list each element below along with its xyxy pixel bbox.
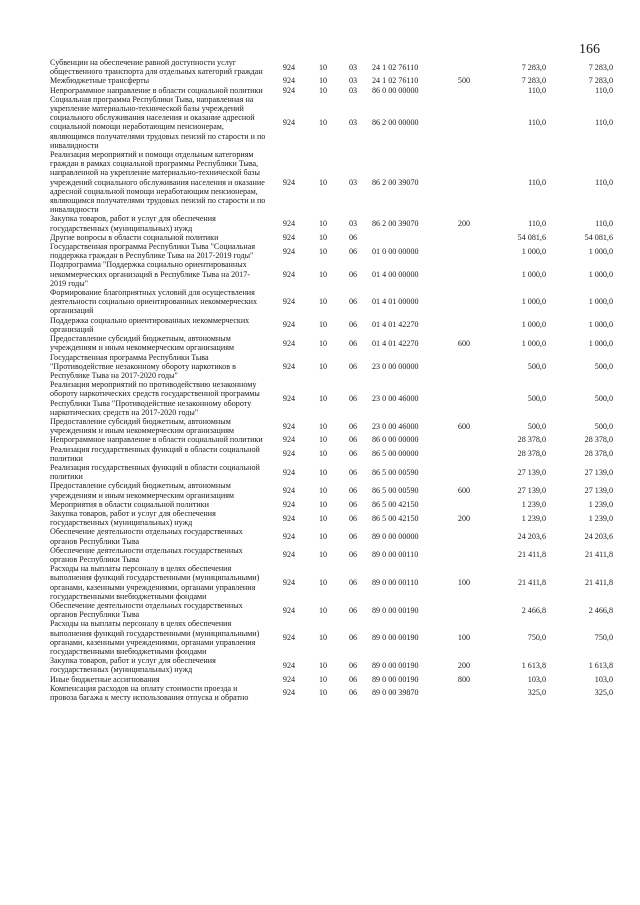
expense-type-code: 600 <box>457 485 471 495</box>
grbs-code: 924 <box>282 499 296 509</box>
grbs-code: 924 <box>282 467 296 477</box>
subsection-code: 06 <box>348 605 358 615</box>
amount-year-1: 1 613,8 <box>521 660 546 670</box>
section-code: 10 <box>318 660 328 670</box>
table-row <box>50 76 613 85</box>
target-article-code: 01 0 00 00000 <box>372 246 419 256</box>
target-article-code: 01 4 01 42270 <box>372 320 419 330</box>
item-name: Субвенции на обеспечение равной доступности услуг общественного транспорта для отдельных категорий граждан <box>50 58 263 77</box>
target-article-code: 89 0 00 00190 <box>372 633 419 643</box>
grbs-code: 924 <box>282 435 296 445</box>
subsection-code: 06 <box>348 674 358 684</box>
expense-type-code <box>448 445 480 463</box>
table-row <box>50 417 613 435</box>
grbs-code: 924 <box>282 320 296 330</box>
item-name: Реализация государственных функций в области социальной политики <box>50 444 260 463</box>
grbs-code: 924 <box>282 449 296 459</box>
amount-year-2: 110,0 <box>595 177 613 187</box>
amount-year-2: 110,0 <box>595 117 613 127</box>
amount-year-1: 110,0 <box>528 117 546 127</box>
grbs-code: 924 <box>282 338 296 348</box>
item-name: Обеспечение деятельности отдельных государственных органов Республики Тыва <box>50 545 243 564</box>
target-article-code: 86 2 00 39070 <box>372 219 419 229</box>
subsection-code: 06 <box>348 435 358 445</box>
grbs-code: 924 <box>282 674 296 684</box>
table-row <box>50 353 613 381</box>
expense-type-code: 500 <box>457 76 471 86</box>
amount-year-2: 27 139,0 <box>584 485 613 495</box>
target-article-code: 86 5 00 42150 <box>372 513 419 523</box>
table-row <box>50 242 613 260</box>
subsection-code: 03 <box>348 177 358 187</box>
table-row <box>50 527 613 545</box>
subsection-code: 06 <box>348 421 358 431</box>
target-article-code: 86 5 00 00590 <box>372 467 419 477</box>
section-code: 10 <box>318 577 328 587</box>
section-code: 10 <box>318 435 328 445</box>
section-code: 10 <box>318 297 328 307</box>
amount-year-1: 1 239,0 <box>521 499 546 509</box>
grbs-code: 924 <box>282 361 296 371</box>
amount-year-2: 7 283,0 <box>588 62 613 72</box>
subsection-code: 06 <box>348 688 358 698</box>
table-row <box>50 481 613 499</box>
amount-year-2: 28 378,0 <box>584 435 613 445</box>
expense-type-code: 800 <box>457 674 471 684</box>
budget-table <box>50 58 613 702</box>
amount-year-1: 7 283,0 <box>521 62 546 72</box>
amount-year-2: 750,0 <box>594 633 613 643</box>
expense-type-code: 200 <box>457 513 471 523</box>
grbs-code: 924 <box>282 513 296 523</box>
item-name: Обеспечение деятельности отдельных государственных органов Республики Тыва <box>50 527 243 546</box>
amount-year-2: 1 613,8 <box>588 660 613 670</box>
amount-year-2: 1 000,0 <box>588 246 613 256</box>
expense-type-code <box>448 684 480 702</box>
amount-year-1: 500,0 <box>527 361 546 371</box>
expense-type-code <box>448 380 480 417</box>
expense-type-code <box>448 86 480 95</box>
section-code: 10 <box>318 361 328 371</box>
subsection-code: 06 <box>348 485 358 495</box>
subsection-code: 06 <box>348 393 358 403</box>
expense-type-code: 100 <box>457 577 471 587</box>
item-name: Реализация мероприятий и помощи отдельным категориям граждан в рамках социальной программы Республики Тыва, направленной на укрепление материально-технической базы учреждений социального обслуживания населения и оказание адресной социальной помощи неработающим пенсионерам, являющимся получателями трудовых пенсий по старости и по инвалидности <box>50 150 266 215</box>
expense-type-code <box>448 233 480 242</box>
amount-year-1: 325,0 <box>527 688 546 698</box>
section-code: 10 <box>318 232 328 242</box>
expense-type-code: 600 <box>457 338 471 348</box>
amount-year-1: 1 000,0 <box>521 269 546 279</box>
expense-type-code <box>448 316 480 334</box>
grbs-code: 924 <box>282 421 296 431</box>
section-code: 10 <box>318 421 328 431</box>
grbs-code: 924 <box>282 485 296 495</box>
item-name: Непрограммное направление в области социальной политики <box>50 85 263 95</box>
target-article-code: 86 2 00 00000 <box>372 117 419 127</box>
subsection-code: 03 <box>348 85 358 95</box>
expense-type-code <box>448 601 480 619</box>
amount-year-1: 28 378,0 <box>517 449 546 459</box>
target-article-code: 01 4 01 00000 <box>372 297 419 307</box>
section-code: 10 <box>318 269 328 279</box>
target-article-code: 89 0 00 00190 <box>372 660 419 670</box>
amount-year-2: 500,0 <box>594 361 613 371</box>
subsection-code: 06 <box>348 449 358 459</box>
amount-year-1: 110,0 <box>528 177 546 187</box>
subsection-code: 06 <box>348 499 358 509</box>
target-article-code: 86 2 00 39070 <box>372 177 419 187</box>
target-article-code: 24 1 02 76110 <box>372 76 419 86</box>
subsection-code: 06 <box>348 577 358 587</box>
amount-year-2: 2 466,8 <box>588 605 613 615</box>
target-article-code: 01 4 00 00000 <box>372 269 419 279</box>
subsection-code: 06 <box>348 246 358 256</box>
amount-year-2: 7 283,0 <box>588 76 613 86</box>
subsection-code: 06 <box>348 297 358 307</box>
amount-year-1: 1 000,0 <box>521 297 546 307</box>
table-row <box>50 58 613 76</box>
subsection-code: 03 <box>348 117 358 127</box>
grbs-code: 924 <box>282 577 296 587</box>
section-code: 10 <box>318 499 328 509</box>
amount-year-2: 325,0 <box>594 688 613 698</box>
item-name: Расходы на выплаты персоналу в целях обеспечения выполнения функций государственными (муниципальными) органами, казенными учреждениями, органами управления государственными внебюджетными фондами <box>50 619 260 656</box>
amount-year-1: 28 378,0 <box>517 435 546 445</box>
item-name: Закупка товаров, работ и услуг для обеспечения государственных (муниципальных) нужд <box>50 656 216 675</box>
target-article-code: 86 5 00 42150 <box>372 499 419 509</box>
item-name: Межбюджетные трансферты <box>50 76 150 86</box>
section-code: 10 <box>318 513 328 523</box>
subsection-code: 03 <box>348 62 358 72</box>
target-article-code: 89 0 00 00110 <box>372 550 419 560</box>
expense-type-code <box>448 58 480 76</box>
table-row <box>50 564 613 601</box>
expense-type-code <box>448 527 480 545</box>
amount-year-1: 750,0 <box>527 633 546 643</box>
amount-year-1: 1 239,0 <box>521 513 546 523</box>
table-row <box>50 656 613 674</box>
amount-year-1: 500,0 <box>527 393 546 403</box>
grbs-code: 924 <box>282 605 296 615</box>
section-code: 10 <box>318 467 328 477</box>
item-name: Предоставление субсидий бюджетным, автономным учреждениям и иным некоммерческим организациям <box>50 416 235 436</box>
grbs-code: 924 <box>282 219 296 229</box>
amount-year-2: 28 378,0 <box>584 449 613 459</box>
target-article-code: 01 4 01 42270 <box>372 338 419 348</box>
expense-type-code <box>448 353 480 381</box>
expense-type-code: 200 <box>457 660 471 670</box>
table-row <box>50 260 613 288</box>
subsection-code: 06 <box>348 232 358 242</box>
item-name: Мероприятия в области социальной политики <box>50 499 209 509</box>
amount-year-2: 1 000,0 <box>588 338 613 348</box>
amount-year-2: 1 239,0 <box>588 499 613 509</box>
expense-type-code <box>448 95 480 150</box>
item-name: Иные бюджетные ассигнования <box>50 674 160 684</box>
amount-year-1: 500,0 <box>527 421 546 431</box>
section-code: 10 <box>318 76 328 86</box>
target-article-code: 89 0 00 39870 <box>372 688 419 698</box>
section-code: 10 <box>318 177 328 187</box>
amount-year-1: 7 283,0 <box>521 76 546 86</box>
table-row <box>50 150 613 214</box>
table-row <box>50 546 613 564</box>
expense-type-code <box>448 435 480 444</box>
subsection-code: 06 <box>348 361 358 371</box>
section-code: 10 <box>318 449 328 459</box>
amount-year-2: 54 081,6 <box>584 232 613 242</box>
subsection-code: 06 <box>348 550 358 560</box>
item-name: Государственная программа Республики Тыва "Противодействие незаконному обороту наркотиков в Республике Тыва на 2017-2020 годы" <box>50 352 236 380</box>
target-article-code: 89 0 00 00110 <box>372 577 419 587</box>
table-row <box>50 619 613 656</box>
amount-year-1: 103,0 <box>527 674 546 684</box>
table-row <box>50 334 613 352</box>
expense-type-code: 600 <box>457 421 471 431</box>
target-article-code: 89 0 00 00190 <box>372 605 419 615</box>
subsection-code: 06 <box>348 467 358 477</box>
expense-type-code: 200 <box>457 219 471 229</box>
target-article-code: 86 0 00 00000 <box>372 85 419 95</box>
subsection-code: 03 <box>348 76 358 86</box>
section-code: 10 <box>318 605 328 615</box>
target-article-code: 24 1 02 76110 <box>372 62 419 72</box>
subsection-code: 06 <box>348 269 358 279</box>
table-row <box>50 316 613 334</box>
grbs-code: 924 <box>282 85 296 95</box>
table-row <box>50 233 613 242</box>
amount-year-1: 1 000,0 <box>521 320 546 330</box>
page-number: 166 <box>579 42 600 57</box>
amount-year-2: 1 000,0 <box>588 269 613 279</box>
amount-year-1: 21 411,8 <box>517 577 546 587</box>
amount-year-2: 103,0 <box>594 674 613 684</box>
section-code: 10 <box>318 550 328 560</box>
section-code: 10 <box>318 674 328 684</box>
table-row <box>50 601 613 619</box>
grbs-code: 924 <box>282 76 296 86</box>
amount-year-1: 54 081,6 <box>517 232 546 242</box>
grbs-code: 924 <box>282 177 296 187</box>
amount-year-1: 110,0 <box>528 85 546 95</box>
target-article-code: 89 0 00 00190 <box>372 674 419 684</box>
grbs-code: 924 <box>282 550 296 560</box>
expense-type-code <box>448 463 480 481</box>
amount-year-2: 500,0 <box>594 393 613 403</box>
amount-year-1: 110,0 <box>528 219 546 229</box>
grbs-code: 924 <box>282 269 296 279</box>
section-code: 10 <box>318 62 328 72</box>
section-code: 10 <box>318 219 328 229</box>
subsection-code: 06 <box>348 531 358 541</box>
expense-type-code <box>448 500 480 509</box>
grbs-code: 924 <box>282 297 296 307</box>
table-row <box>50 380 613 417</box>
item-name: Непрограммное направление в области социальной политики <box>50 435 263 445</box>
table-row <box>50 288 613 316</box>
expense-type-code <box>448 150 480 214</box>
section-code: 10 <box>318 320 328 330</box>
item-name: Реализация мероприятий по противодействию незаконному обороту наркотических средств государственной программы Республики Тыва "Противодействие незаконному обороту наркотических средств на 2017-2020 годы" <box>50 380 260 417</box>
amount-year-2: 1 000,0 <box>588 320 613 330</box>
target-article-code: 23 0 00 46000 <box>372 421 419 431</box>
amount-year-2: 21 411,8 <box>584 550 613 560</box>
budget-table-body <box>50 58 613 702</box>
amount-year-2: 27 139,0 <box>584 467 613 477</box>
table-row <box>50 445 613 463</box>
section-code: 10 <box>318 117 328 127</box>
amount-year-1: 27 139,0 <box>517 467 546 477</box>
amount-year-1: 1 000,0 <box>521 338 546 348</box>
amount-year-2: 110,0 <box>595 85 613 95</box>
subsection-code: 06 <box>348 338 358 348</box>
target-article-code: 86 0 00 00000 <box>372 435 419 445</box>
item-name: Предоставление субсидий бюджетным, автономным учреждениям и иным некоммерческим организациям <box>50 481 235 500</box>
section-code: 10 <box>318 338 328 348</box>
amount-year-1: 1 000,0 <box>521 246 546 256</box>
table-row <box>50 463 613 481</box>
subsection-code: 06 <box>348 660 358 670</box>
table-row <box>50 500 613 509</box>
item-name: Компенсация расходов на оплату стоимости проезда и провоза багажа к месту использования отпуска и обратно <box>50 683 249 703</box>
item-name: Другие вопросы в области социальной политики <box>50 232 219 242</box>
grbs-code: 924 <box>282 232 296 242</box>
target-article-code: 86 5 00 00590 <box>372 485 419 495</box>
item-name: Поддержка социально ориентированных некоммерческих организаций <box>50 315 250 334</box>
table-row <box>50 435 613 444</box>
amount-year-2: 24 203,6 <box>584 531 613 541</box>
grbs-code: 924 <box>282 62 296 72</box>
expense-type-code <box>448 242 480 260</box>
amount-year-1: 24 203,6 <box>517 531 546 541</box>
section-code: 10 <box>318 393 328 403</box>
grbs-code: 924 <box>282 117 296 127</box>
amount-year-2: 21 411,8 <box>584 577 613 587</box>
section-code: 10 <box>318 485 328 495</box>
table-row <box>50 509 613 527</box>
target-article-code: 89 0 00 00000 <box>372 531 419 541</box>
table-row <box>50 214 613 232</box>
subsection-code: 03 <box>348 219 358 229</box>
amount-year-1: 27 139,0 <box>517 485 546 495</box>
item-name: Подпрограмма "Поддержка социально ориентированных некоммерческих организаций в Республике Тыва на 2017-2019 годы" <box>50 260 250 288</box>
expense-type-code <box>448 260 480 288</box>
subsection-code: 06 <box>348 513 358 523</box>
amount-year-2: 1 239,0 <box>588 513 613 523</box>
table-row <box>50 86 613 95</box>
grbs-code: 924 <box>282 246 296 256</box>
table-row <box>50 675 613 684</box>
section-code: 10 <box>318 246 328 256</box>
grbs-code: 924 <box>282 688 296 698</box>
target-article-code: 23 0 00 00000 <box>372 361 419 371</box>
expense-type-code <box>448 546 480 564</box>
amount-year-1: 2 466,8 <box>521 605 546 615</box>
item-name: Закупка товаров, работ и услуг для обеспечения государственных (муниципальных) нужд <box>50 508 216 528</box>
grbs-code: 924 <box>282 531 296 541</box>
section-code: 10 <box>318 633 328 643</box>
subsection-code: 06 <box>348 633 358 643</box>
expense-type-code: 100 <box>457 633 471 643</box>
grbs-code: 924 <box>282 660 296 670</box>
section-code: 10 <box>318 531 328 541</box>
amount-year-2: 500,0 <box>594 421 613 431</box>
item-name: Расходы на выплаты персоналу в целях обеспечения выполнения функций государственными (муниципальными) органами, казенными учреждениями, органами управления государственными внебюджетными фондами <box>50 564 260 601</box>
item-name: Предоставление субсидий бюджетным, автономным учреждениям и иным некоммерческим организациям <box>50 334 235 353</box>
item-name: Формирование благоприятных условий для осуществления деятельности социально ориентированных некоммерческих организаций <box>50 288 258 316</box>
target-article-code: 86 5 00 00000 <box>372 449 419 459</box>
amount-year-1: 21 411,8 <box>517 550 546 560</box>
table-row <box>50 95 613 150</box>
section-code: 10 <box>318 85 328 95</box>
item-name: Закупка товаров, работ и услуг для обеспечения государственных (муниципальных) нужд <box>50 214 216 233</box>
target-article-code: 23 0 00 46000 <box>372 393 419 403</box>
subsection-code: 06 <box>348 320 358 330</box>
section-code: 10 <box>318 688 328 698</box>
table-row <box>50 684 613 702</box>
item-name: Обеспечение деятельности отдельных государственных органов Республики Тыва <box>50 600 243 620</box>
item-name: Государственная программа Республики Тыва "Социальная поддержка граждан в Республике Тыва на 2017-2019 годы" <box>50 242 256 261</box>
item-name: Социальная программа Республики Тыва, направленная на укрепление материально-технической базы учреждений социального обслуживания населения и оказание адресной социальной помощи неработающим пенсионерам, являющимся получателями трудовых пенсий по старости и по инвалидности <box>50 94 266 150</box>
grbs-code: 924 <box>282 393 296 403</box>
amount-year-2: 1 000,0 <box>588 297 613 307</box>
target-article-code <box>368 233 448 242</box>
item-name: Реализация государственных функций в области социальной политики <box>50 462 260 482</box>
expense-type-code <box>448 288 480 316</box>
grbs-code: 924 <box>282 633 296 643</box>
amount-year-2: 110,0 <box>595 219 613 229</box>
